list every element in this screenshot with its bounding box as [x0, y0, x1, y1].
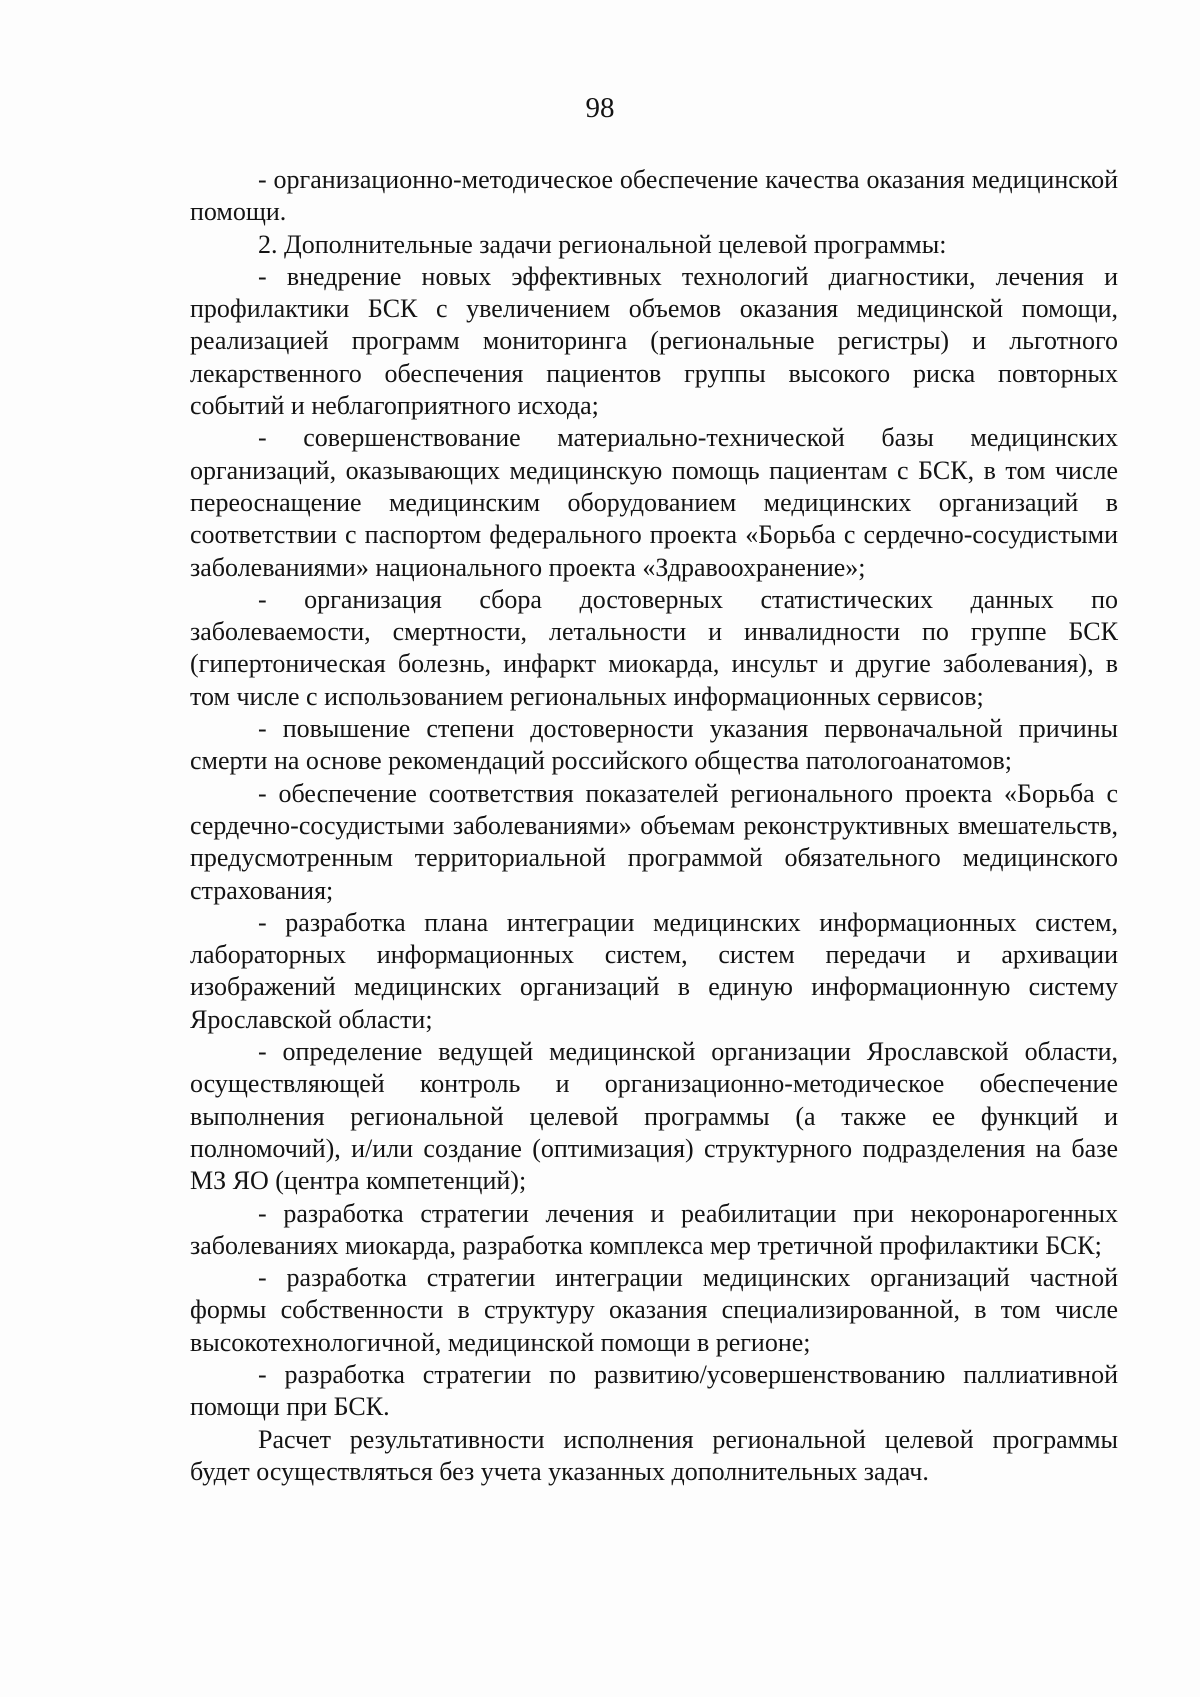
- paragraph-11: - разработка стратегии интеграции медицинских организаций частной формы собственности в структуру оказания специализированной, в том числе высокотехнологичной, медицинской помощи в регионе;: [190, 1263, 1118, 1357]
- page-number: 98: [585, 92, 615, 124]
- paragraph-12: - разработка стратегии по развитию/усовершенствованию паллиативной помощи при БСК.: [190, 1359, 1118, 1422]
- paragraph-4: - совершенствование материально-технической базы медицинских организаций, оказывающих медицинскую помощь пациентам с БСК, в том числе переоснащение медицинским оборудованием медицинских организаций в соответствии с паспортом федерального проекта «Борьба с сердечно-сосудистыми заболеваниями» национального проекта «Здравоохранение»;: [190, 423, 1118, 582]
- paragraph-5: - организация сбора достоверных статистических данных по заболеваемости, смертности, летальности и инвалидности по группе БСК (гипертоническая болезнь, инфаркт миокарда, инсульт и другие заболевания), в том числе с использованием региональных информационных сервисов;: [190, 584, 1118, 711]
- paragraph-2: 2. Дополнительные задачи региональной целевой программы:: [258, 229, 947, 259]
- paragraph-1: - организационно-методическое обеспечение качества оказания медицинской помощи.: [190, 165, 1118, 227]
- paragraph-9: - определение ведущей медицинской организации Ярославской области, осуществляющей контроль и организационно-методическое обеспечение выполнения региональной целевой программы (а также ее функций и полномочий), и/или создание (оптимизация) структурного подразделения на базе МЗ ЯО (центра компетенций);: [190, 1037, 1118, 1196]
- paragraph-8: - разработка плана интеграции медицинских информационных систем, лабораторных информационных систем, систем передачи и архивации изображений медицинских организаций в единую информационную систему Ярославской области;: [190, 907, 1118, 1034]
- paragraph-7: - обеспечение соответствия показателей регионального проекта «Борьба с сердечно-сосудистыми заболеваниями» объемам реконструктивных вмешательств, предусмотренным территориальной программой обязательного медицинского страхования;: [190, 778, 1118, 905]
- paragraph-10: - разработка стратегии лечения и реабилитации при некоронарогенных заболеваниях миокарда, разработка комплекса мер третичной профилактики БСК;: [190, 1198, 1118, 1260]
- document-body: [190, 164, 1118, 1488]
- paragraph-6: - повышение степени достоверности указания первоначальной причины смерти на основе рекомендаций российского общества патологоанатомов;: [190, 714, 1118, 776]
- paragraph-13: Расчет результативности исполнения региональной целевой программы будет осуществляться без учета указанных дополнительных задач.: [190, 1424, 1118, 1486]
- paragraph-3: - внедрение новых эффективных технологий диагностики, лечения и профилактики БСК с увеличением объемов оказания медицинской помощи, реализацией программ мониторинга (региональные регистры) и льготного лекарственного обеспечения пациентов группы высокого риска повторных событий и неблагоприятного исхода;: [190, 261, 1118, 421]
